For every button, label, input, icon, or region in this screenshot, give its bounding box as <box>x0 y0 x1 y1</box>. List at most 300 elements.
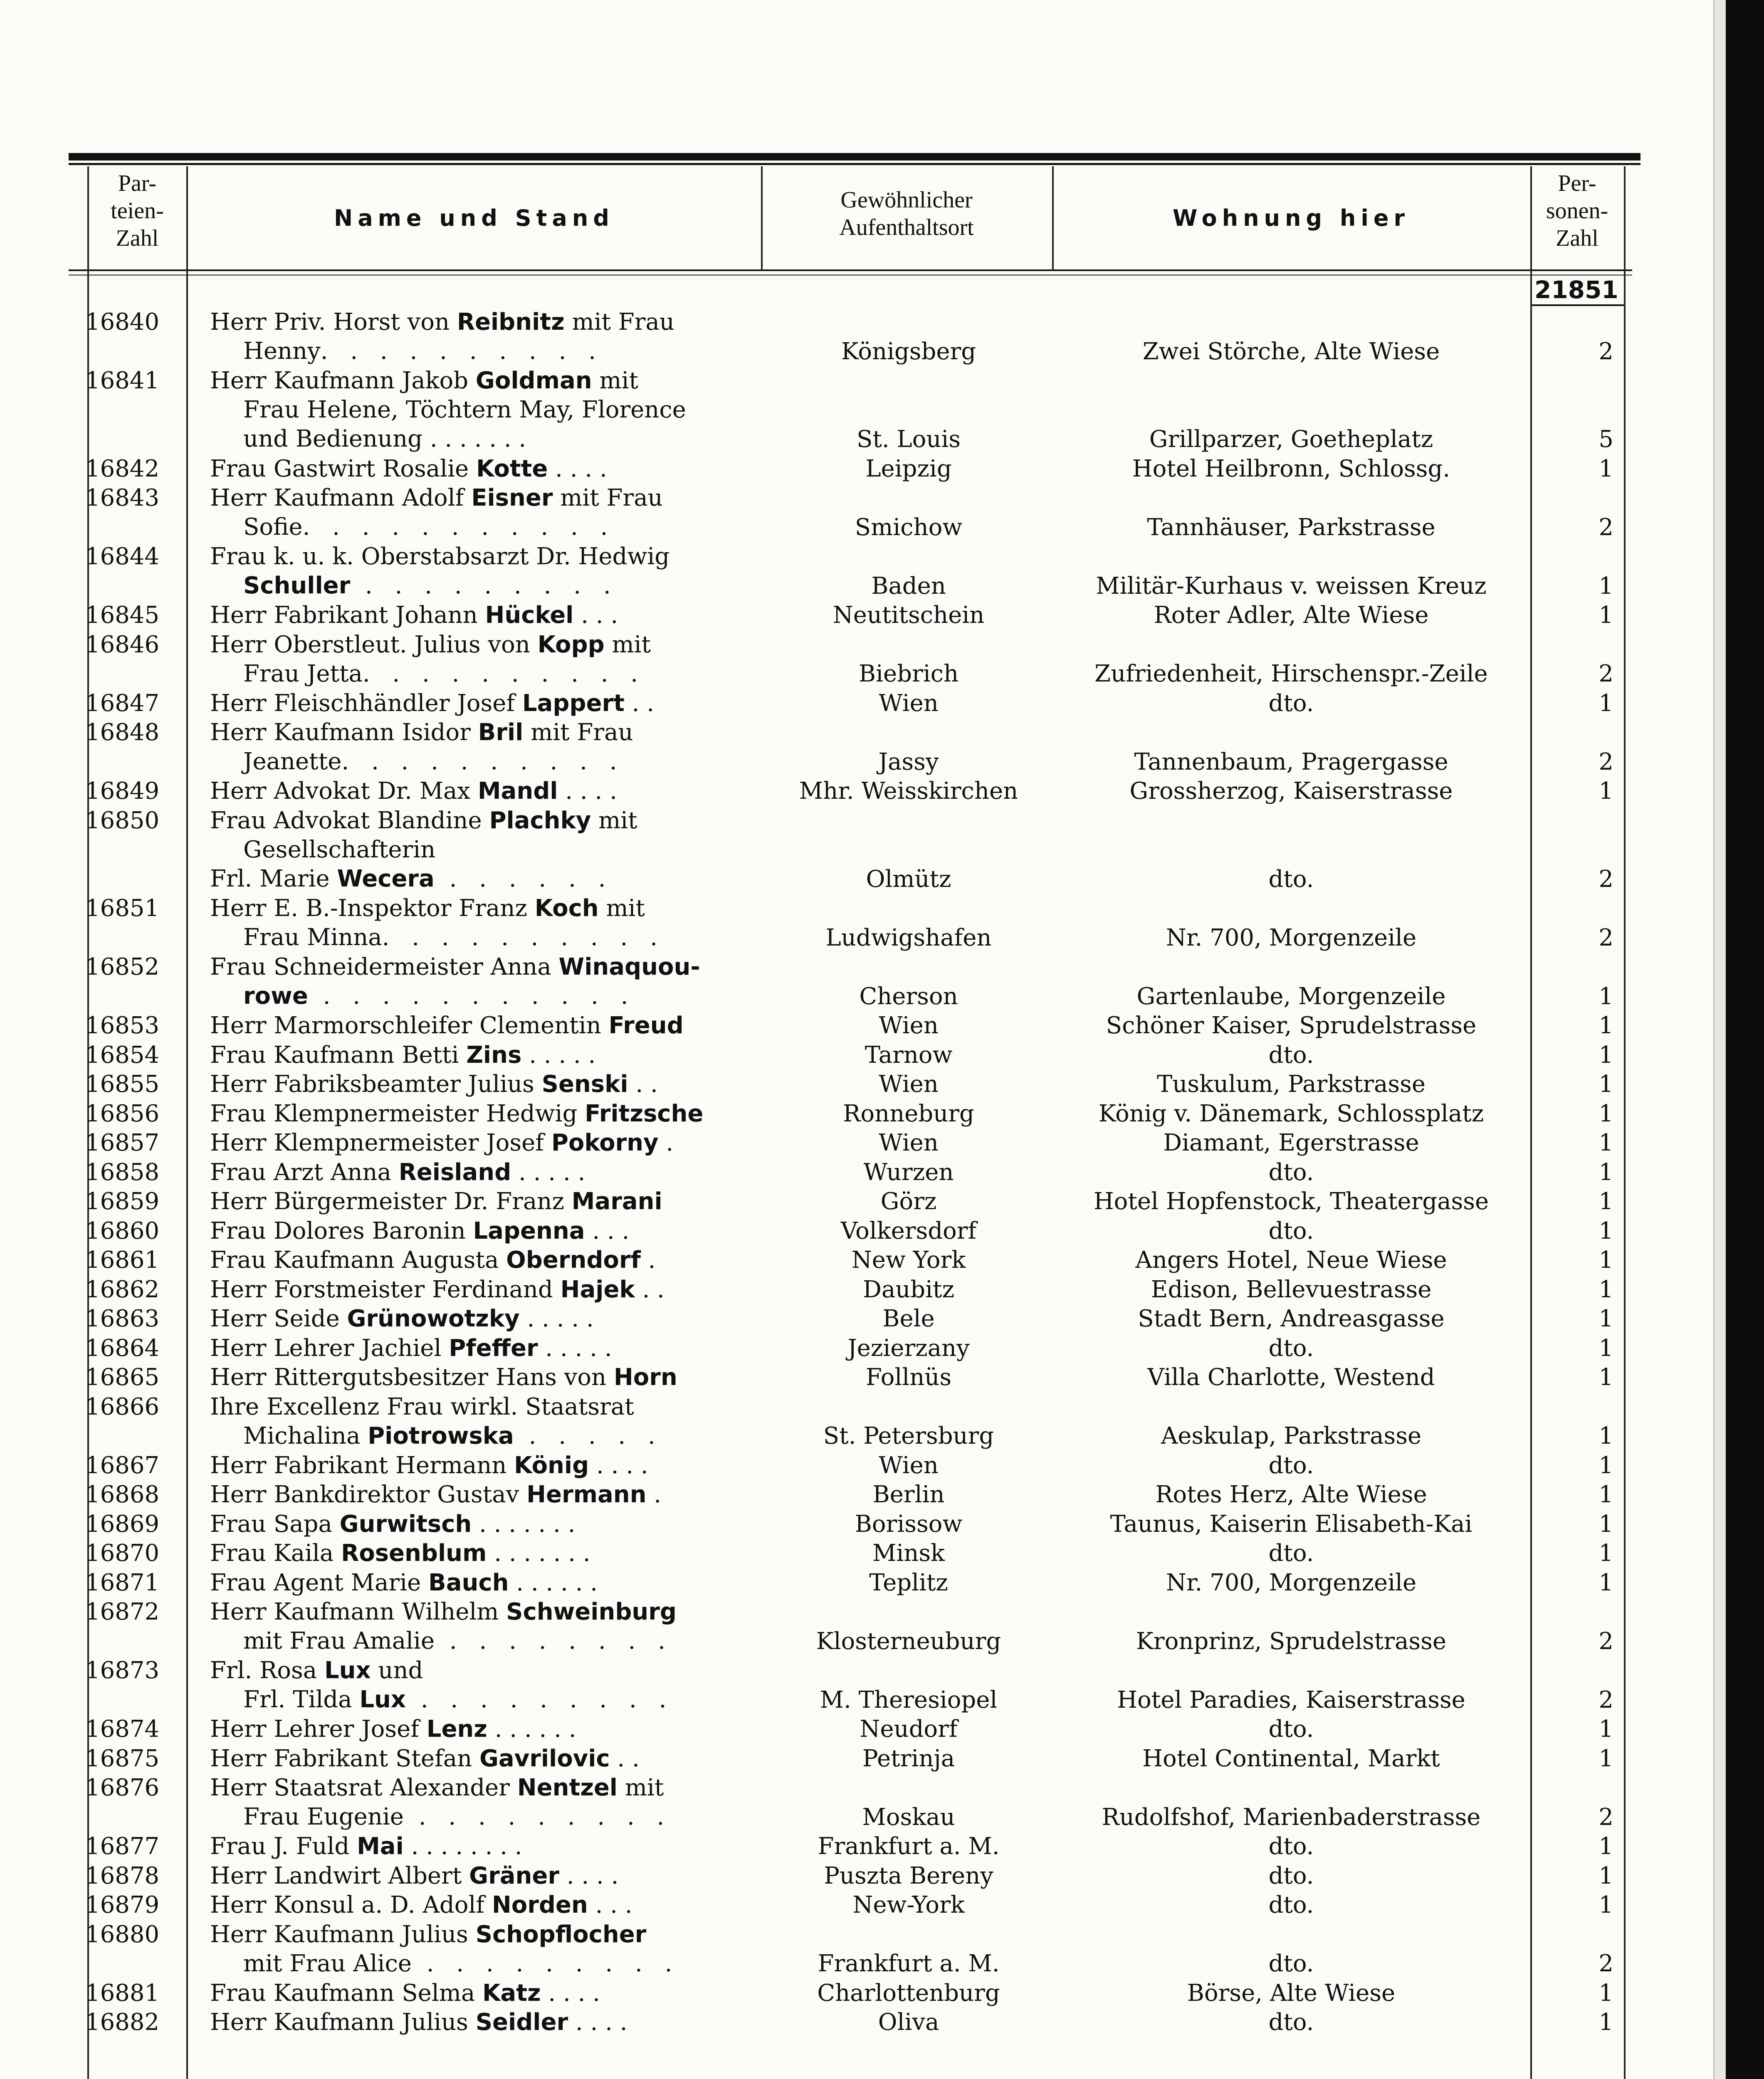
name-text: Henny <box>243 338 321 365</box>
name-line <box>210 1510 755 1539</box>
name-line <box>210 1832 755 1861</box>
surname: Schuller <box>243 572 351 599</box>
table-row <box>0 894 1630 953</box>
table-row <box>0 1158 1630 1188</box>
name-suffix: . . . . . <box>521 1041 596 1069</box>
name-line <box>210 1275 755 1304</box>
party-number: 16881 <box>85 1979 160 2007</box>
name-and-status <box>210 1041 755 1070</box>
name-line <box>210 601 755 630</box>
table-row <box>0 1041 1630 1070</box>
table-row <box>0 1451 1630 1481</box>
person-count: 1 <box>1598 572 1613 600</box>
local-address: Villa Charlotte, Westend <box>1147 1364 1435 1391</box>
name-line <box>210 2008 755 2037</box>
party-number: 16863 <box>85 1305 160 1332</box>
party-number: 16849 <box>85 778 160 805</box>
name-text: Frl. Tilda <box>243 1686 360 1713</box>
name-text: Frau Agent Marie <box>210 1569 429 1596</box>
usual-residence: Wien <box>879 1071 939 1098</box>
surname: rowe <box>243 983 308 1010</box>
person-count: 1 <box>1598 1891 1613 1919</box>
col-line-place <box>1052 166 1054 270</box>
surname: Kotte <box>476 455 548 482</box>
name-and-status <box>210 1568 755 1598</box>
person-count: 1 <box>1598 1041 1613 1069</box>
name-and-status <box>210 630 755 689</box>
person-count: 1 <box>1598 689 1613 717</box>
name-and-status <box>210 1862 755 1891</box>
table-row <box>0 1275 1630 1305</box>
party-number: 16843 <box>85 484 160 511</box>
usual-residence: Jassy <box>878 748 939 775</box>
name-suffix: . . . <box>573 602 618 629</box>
person-count: 1 <box>1598 1452 1613 1479</box>
usual-residence: St. Louis <box>856 426 961 453</box>
name-text: Herr Kaufmann Wilhelm <box>210 1598 506 1625</box>
leader-dots: . . . . . . . . <box>435 1627 673 1654</box>
table-row <box>0 1715 1630 1744</box>
leader-dots: . . . . . . . . . . <box>382 924 665 951</box>
person-count: 1 <box>1598 1510 1613 1538</box>
surname: Norden <box>492 1891 588 1919</box>
person-count: 1 <box>1598 1100 1613 1127</box>
page-edge <box>1713 0 1727 2079</box>
name-line <box>210 1862 755 1891</box>
header-addr: Wohnung hier <box>1172 205 1410 231</box>
table-row <box>0 1891 1630 1920</box>
surname: Lenz <box>426 1716 487 1743</box>
table-row <box>0 1246 1630 1275</box>
name-suffix: mit <box>592 367 638 394</box>
usual-residence: Moskau <box>862 1803 955 1831</box>
name-and-status <box>210 718 755 776</box>
name-line <box>210 1217 755 1246</box>
surname: Grünowotzky <box>347 1305 520 1332</box>
name-text: Gesellschafterin <box>243 836 436 863</box>
table-row <box>0 953 1630 1011</box>
local-address: Kronprinz, Sprudelstrasse <box>1136 1627 1447 1655</box>
party-number: 16857 <box>85 1129 160 1156</box>
name-line <box>210 1451 755 1480</box>
person-count: 1 <box>1598 1305 1613 1332</box>
name-line <box>210 659 755 689</box>
party-number: 16867 <box>85 1452 160 1479</box>
party-number: 16879 <box>85 1891 160 1919</box>
person-count: 1 <box>1598 1540 1613 1567</box>
table-row <box>0 777 1630 806</box>
local-address: Roter Adler, Alte Wiese <box>1154 602 1429 629</box>
local-address: Taunus, Kaiserin Elisabeth-Kai <box>1110 1510 1472 1538</box>
name-and-status <box>210 484 755 542</box>
local-address: Aeskulap, Parkstrasse <box>1161 1422 1422 1449</box>
party-number: 16874 <box>85 1716 160 1743</box>
header-partei: Par- teien- Zahl <box>111 170 164 251</box>
name-text: Herr Bürgermeister Dr. Franz <box>210 1188 572 1215</box>
name-and-status <box>210 601 755 630</box>
leader-dots: . . . . . . . . . <box>403 1803 672 1830</box>
name-text: Herr Kaufmann Julius <box>210 2009 476 2036</box>
name-and-status <box>210 1920 755 1978</box>
name-and-status <box>210 1128 755 1158</box>
name-line <box>210 337 755 366</box>
name-text: Frau Kaufmann Selma <box>210 1979 483 2007</box>
usual-residence: Wien <box>879 1452 939 1479</box>
local-address: Angers Hotel, Neue Wiese <box>1135 1247 1447 1274</box>
name-line <box>210 1158 755 1187</box>
party-number: 16872 <box>85 1598 160 1625</box>
person-count: 1 <box>1598 1129 1613 1156</box>
name-line <box>210 864 755 894</box>
leader-dots: . . . . . . . . . . <box>341 748 625 775</box>
name-text: Frau Dolores Baronin <box>210 1217 473 1244</box>
usual-residence: Daubitz <box>862 1276 955 1303</box>
surname: Lapenna <box>473 1217 585 1244</box>
party-number: 16877 <box>85 1833 160 1860</box>
name-and-status <box>210 1744 755 1773</box>
name-and-status <box>210 1304 755 1333</box>
local-address: Zwei Störche, Alte Wiese <box>1142 338 1440 365</box>
name-text: Herr Staatsrat Alexander <box>210 1774 517 1801</box>
name-text: Jeanette <box>243 748 342 775</box>
party-number: 16880 <box>85 1921 160 1948</box>
usual-residence: Wien <box>879 689 939 717</box>
surname: Schweinburg <box>506 1598 677 1625</box>
table-row <box>0 1304 1630 1334</box>
local-address: dto. <box>1268 1540 1314 1567</box>
table-row <box>0 366 1630 454</box>
surname: Schopflocher <box>475 1921 647 1948</box>
surname: Bauch <box>428 1569 509 1596</box>
name-and-status <box>210 1393 755 1451</box>
party-number: 16840 <box>85 309 160 336</box>
table-row <box>0 806 1630 894</box>
name-suffix: . . <box>624 689 655 717</box>
table-row <box>0 718 1630 777</box>
usual-residence: Baden <box>871 572 946 600</box>
local-address: dto. <box>1268 1891 1314 1919</box>
carry-total-rule <box>1532 304 1624 306</box>
table-row <box>0 630 1630 689</box>
name-text: Frau Schneidermeister Anna <box>210 953 559 980</box>
party-number: 16875 <box>85 1745 160 1772</box>
table-row <box>0 1480 1630 1510</box>
name-and-status <box>210 2008 755 2037</box>
local-address: dto. <box>1268 689 1314 717</box>
name-suffix: . <box>646 1481 662 1508</box>
name-text: Herr Kaufmann Jakob <box>210 367 476 394</box>
name-text: und Bedienung . . . . . . . <box>243 425 526 452</box>
person-count: 1 <box>1598 1745 1613 1772</box>
name-line <box>210 395 755 425</box>
name-text: Herr Kaufmann Julius <box>210 1921 476 1948</box>
party-number: 16862 <box>85 1276 160 1303</box>
table-row <box>0 1920 1630 1979</box>
usual-residence: Neudorf <box>860 1716 958 1743</box>
name-and-status <box>210 1099 755 1128</box>
table-row <box>0 1744 1630 1774</box>
local-address: Hotel Heilbronn, Schlossg. <box>1132 455 1450 482</box>
surname: Pfeffer <box>449 1334 538 1362</box>
table-row <box>0 1070 1630 1099</box>
name-text: Sofie <box>243 514 303 541</box>
person-count: 1 <box>1598 1979 1613 2007</box>
name-and-status <box>210 1334 755 1363</box>
usual-residence: Königsberg <box>841 338 976 365</box>
surname: Seidler <box>475 2009 568 2036</box>
name-and-status <box>210 806 755 894</box>
name-line <box>210 425 755 454</box>
person-count: 1 <box>1598 455 1613 482</box>
name-text: Frau Kaila <box>210 1540 341 1567</box>
local-address: König v. Dänemark, Schlossplatz <box>1098 1100 1484 1127</box>
name-text: Frau Gastwirt Rosalie <box>210 455 476 482</box>
surname: Pokorny <box>551 1129 659 1156</box>
name-suffix: . . . <box>585 1217 630 1244</box>
name-suffix: mit Frau <box>553 484 663 511</box>
name-text: Herr Marmorschleifer Clementin <box>210 1012 609 1039</box>
usual-residence: Neutitschein <box>833 602 985 629</box>
person-count: 5 <box>1598 426 1613 453</box>
name-text: Frl. Rosa <box>210 1657 324 1684</box>
usual-residence: Tarnow <box>865 1041 953 1069</box>
name-text: Herr Advokat Dr. Max <box>210 778 478 805</box>
surname: Oberndorf <box>506 1247 641 1274</box>
local-address: Hotel Paradies, Kaiserstrasse <box>1117 1686 1465 1714</box>
name-line <box>210 1070 755 1099</box>
name-text: Frau Kaufmann Augusta <box>210 1247 506 1274</box>
party-number: 16852 <box>85 953 160 980</box>
usual-residence: St. Petersburg <box>823 1422 994 1449</box>
name-suffix: . . . . <box>548 455 607 482</box>
name-suffix: . . . <box>588 1891 632 1919</box>
name-text: Herr Fabrikant Hermann <box>210 1452 514 1479</box>
party-number: 16860 <box>85 1217 160 1244</box>
local-address: Militär-Kurhaus v. weissen Kreuz <box>1096 572 1487 600</box>
name-text: mit Frau Amalie <box>243 1627 435 1654</box>
surname: Lux <box>324 1657 371 1684</box>
name-text: Herr Kaufmann Adolf <box>210 484 472 511</box>
usual-residence: Follnüs <box>865 1364 952 1391</box>
party-number: 16846 <box>85 631 160 658</box>
party-number: 16870 <box>85 1540 160 1567</box>
local-address: Rotes Herz, Alte Wiese <box>1155 1481 1427 1508</box>
person-count: 1 <box>1598 1569 1613 1596</box>
surname: Koch <box>534 895 599 922</box>
name-line <box>210 1363 755 1392</box>
person-count: 1 <box>1598 1012 1613 1039</box>
surname: Winaquou- <box>558 953 700 980</box>
name-line <box>210 1979 755 2008</box>
name-line <box>210 777 755 806</box>
local-address: dto. <box>1268 865 1314 893</box>
name-line <box>210 1920 755 1949</box>
surname: Zins <box>466 1041 522 1069</box>
party-number: 16848 <box>85 719 160 746</box>
surname: Rosenblum <box>341 1540 487 1567</box>
surname: Marani <box>571 1188 662 1215</box>
name-suffix: . <box>640 1247 656 1274</box>
party-number: 16873 <box>85 1657 160 1684</box>
name-line <box>210 454 755 484</box>
local-address: Schöner Kaiser, Sprudelstrasse <box>1106 1012 1477 1039</box>
party-number: 16856 <box>85 1100 160 1127</box>
table-row <box>0 689 1630 719</box>
table-row <box>0 484 1630 542</box>
name-line <box>210 1422 755 1451</box>
name-text: Herr E. B.-Inspektor Franz <box>210 895 535 922</box>
name-text: Frau k. u. k. Oberstabsarzt Dr. Hedwig <box>210 543 670 570</box>
person-count: 2 <box>1598 1627 1613 1655</box>
name-line <box>210 513 755 542</box>
person-count: 2 <box>1598 1686 1613 1714</box>
person-count: 2 <box>1598 514 1613 541</box>
top-thin-rule <box>69 163 1640 165</box>
name-suffix: . . . . . . . <box>487 1540 590 1567</box>
header-name: Name und Stand <box>334 205 614 231</box>
table-row <box>0 601 1630 630</box>
name-line <box>210 1568 755 1598</box>
name-and-status <box>210 689 755 718</box>
name-and-status <box>210 894 755 952</box>
usual-residence: Minsk <box>872 1540 945 1567</box>
table-row <box>0 1979 1630 2008</box>
name-suffix: mit <box>598 895 645 922</box>
local-address: Börse, Alte Wiese <box>1187 1979 1396 2007</box>
name-text: Frau Sapa <box>210 1510 340 1538</box>
usual-residence: Teplitz <box>869 1569 948 1596</box>
name-and-status <box>210 1011 755 1040</box>
name-and-status <box>210 454 755 484</box>
usual-residence: Görz <box>880 1188 937 1215</box>
name-suffix: mit <box>604 631 651 658</box>
name-suffix: . . <box>635 1276 665 1303</box>
name-suffix: . . . . . <box>538 1334 612 1362</box>
person-count: 1 <box>1598 1217 1613 1244</box>
party-number: 16864 <box>85 1334 160 1362</box>
name-text: Frau Kaufmann Betti <box>210 1041 467 1069</box>
usual-residence: Bele <box>882 1305 935 1332</box>
name-line <box>210 982 755 1011</box>
person-count: 1 <box>1598 2009 1613 2036</box>
name-line <box>210 1802 755 1832</box>
name-line <box>210 894 755 923</box>
surname: Plachky <box>489 807 591 834</box>
surname: Eisner <box>471 484 553 511</box>
local-address: dto. <box>1268 1217 1314 1244</box>
local-address: Nr. 700, Morgenzeile <box>1166 1569 1417 1596</box>
usual-residence: Ludwigshafen <box>825 924 992 951</box>
name-text: Herr Bankdirektor Gustav <box>210 1481 527 1508</box>
carry-total: 21851 <box>1534 276 1618 304</box>
surname: Reibnitz <box>457 309 565 336</box>
name-line <box>210 1744 755 1773</box>
name-suffix: . . . . . . . . <box>403 1833 522 1860</box>
name-suffix: . . . . . <box>519 1305 594 1332</box>
name-text: Ihre Excellenz Frau wirkl. Staatsrat <box>210 1393 634 1420</box>
table-row <box>0 1598 1630 1656</box>
person-count: 2 <box>1598 338 1613 365</box>
name-line <box>210 953 755 982</box>
name-and-status <box>210 1363 755 1392</box>
name-suffix: . . <box>610 1745 640 1772</box>
name-text: Michalina <box>243 1422 368 1449</box>
scan-background <box>1726 0 1764 2079</box>
party-number: 16855 <box>85 1071 160 1098</box>
party-number: 16844 <box>85 543 160 570</box>
usual-residence: Wurzen <box>863 1158 954 1186</box>
usual-residence: Mhr. Weisskirchen <box>799 778 1018 805</box>
name-and-status <box>210 777 755 806</box>
table-row <box>0 1393 1630 1451</box>
name-line <box>210 1246 755 1275</box>
surname: Hückel <box>485 602 574 629</box>
party-number: 16845 <box>85 602 160 629</box>
usual-residence: New York <box>851 1247 966 1274</box>
person-count: 2 <box>1598 865 1613 893</box>
person-count: 1 <box>1598 1334 1613 1362</box>
surname: Hajek <box>560 1276 635 1303</box>
name-line <box>210 1773 755 1802</box>
usual-residence: Wien <box>879 1012 939 1039</box>
table-row <box>0 1363 1630 1393</box>
name-line <box>210 1041 755 1070</box>
name-and-status <box>210 1246 755 1275</box>
leader-dots: . . . . . . . . . <box>350 572 618 599</box>
name-and-status <box>210 1891 755 1920</box>
name-line <box>210 1539 755 1568</box>
header-persons: Per- sonen- Zahl <box>1546 170 1608 251</box>
local-address: dto. <box>1268 1950 1314 1977</box>
table-row <box>0 542 1630 601</box>
name-text: Frau J. Fuld <box>210 1833 357 1860</box>
local-address: Tuskulum, Parkstrasse <box>1156 1071 1426 1098</box>
usual-residence: M. Theresiopel <box>820 1686 998 1714</box>
name-text: Herr Fleischhändler Josef <box>210 689 522 717</box>
table-row <box>0 1568 1630 1598</box>
usual-residence: Ronneburg <box>843 1100 974 1127</box>
name-text: Herr Rittergutsbesitzer Hans von <box>210 1364 614 1391</box>
party-number: 16882 <box>85 2009 160 2036</box>
usual-residence: Frankfurt a. M. <box>818 1833 1000 1860</box>
name-text: Herr Konsul a. D. Adolf <box>210 1891 492 1919</box>
name-suffix: mit <box>618 1774 664 1801</box>
header-bottom-rule-2 <box>69 274 1632 276</box>
local-address: Zufriedenheit, Hirschenspr.-Zeile <box>1094 660 1488 687</box>
name-line <box>210 366 755 395</box>
local-address: Hotel Hopfenstock, Theatergasse <box>1093 1188 1489 1215</box>
leader-dots: . . . . . . . . . . <box>320 338 603 365</box>
name-text: Herr Landwirt Albert <box>210 1862 469 1889</box>
name-line <box>210 1393 755 1422</box>
usual-residence: Wien <box>879 1129 939 1156</box>
name-and-status <box>210 1187 755 1216</box>
person-count: 2 <box>1598 660 1613 687</box>
name-line <box>210 571 755 600</box>
usual-residence: Biebrich <box>858 660 959 687</box>
party-number: 16878 <box>85 1862 160 1889</box>
party-number: 16842 <box>85 455 160 482</box>
party-number: 16869 <box>85 1510 160 1538</box>
name-line <box>210 806 755 835</box>
name-suffix: mit <box>591 807 637 834</box>
name-line <box>210 1715 755 1744</box>
person-count: 2 <box>1598 924 1613 951</box>
name-suffix: . . . . . . <box>509 1569 598 1596</box>
surname: Mai <box>357 1833 404 1860</box>
name-suffix: . . . . <box>589 1452 648 1479</box>
name-text: Frl. Marie <box>210 865 337 892</box>
